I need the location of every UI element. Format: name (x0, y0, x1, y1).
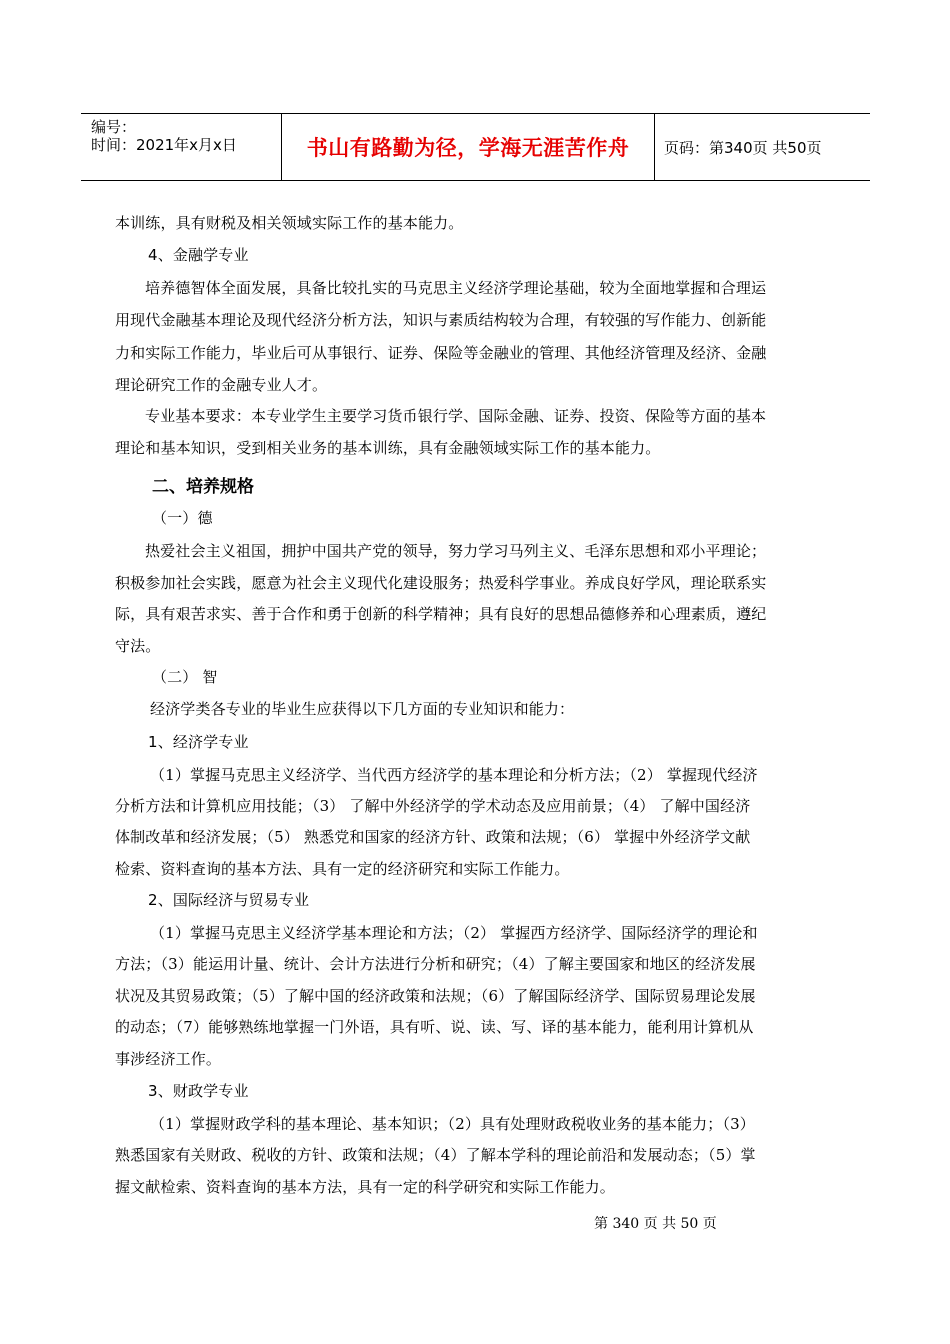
paragraph-line: 检索、资料查询的基本方法、具有一定的经济研究和实际工作能力。 (115, 860, 570, 878)
paragraph-line: 理论研究工作的金融专业人才。 (115, 376, 328, 394)
paragraph-line: 用现代金融基本理论及现代经济分析方法，知识与素质结构较为合理，有较强的写作能力、创新能 (115, 311, 767, 329)
document-number: 编号： (91, 118, 137, 136)
paragraph-line: 体制改革和经济发展；（5） 熟悉党和国家的经济方针、政策和法规；（6） 掌握中外经济学文献 (115, 828, 751, 846)
page-footer: 第 340 页 共 50 页 (594, 1216, 717, 1232)
paragraph-line: 方法；（3）能运用计量、统计、会计方法进行分析和研究；（4）了解主要国家和地区的经济发展 (115, 955, 756, 973)
document-header (81, 113, 870, 181)
paragraph-line: 状况及其贸易政策；（5）了解中国的经济政策和法规；（6）了解国际经济学、国际贸易理论发展 (115, 987, 756, 1005)
paragraph-line: 力和实际工作能力，毕业后可从事银行、证券、保险等金融业的管理、其他经济管理及经济、金融 (115, 344, 767, 362)
paragraph-line: 熟悉国家有关财政、税收的方针、政策和法规；（4）了解本学科的理论前沿和发展动态；（5）掌 (115, 1146, 756, 1164)
header-motto: 书山有路勤为径，学海无涯苦作舟 (306, 136, 630, 160)
subsection-heading: （二） 智 (152, 668, 218, 686)
paragraph-line: 培养德智体全面发展，具备比较扎实的马克思主义经济学理论基础，较为全面地掌握和合理运 (145, 279, 767, 297)
paragraph-line: 际，具有艰苦求实、善于合作和勇于创新的科学精神；具有良好的思想品德修养和心理素质，遵纪 (115, 605, 767, 623)
paragraph-line: 本训练，具有财税及相关领域实际工作的基本能力。 (115, 214, 464, 232)
paragraph-line: 分析方法和计算机应用技能；（3） 了解中外经济学的学术动态及应用前景；（4） 了解中国经济 (115, 797, 751, 815)
paragraph-line: 的动态；（7）能够熟练地掌握一门外语，具有听、说、读、写、译的基本能力，能利用计算机从 (115, 1018, 754, 1036)
header-motto-cell (281, 114, 655, 180)
paragraph-line: 热爱社会主义祖国，拥护中国共产党的领导，努力学习马列主义、毛泽东思想和邓小平理论； (145, 542, 767, 560)
section-heading: 2、国际经济与贸易专业 (148, 891, 310, 909)
paragraph-line: （1）掌握马克思主义经济学、当代西方经济学的基本理论和分析方法；（2） 掌握现代经济 (150, 766, 758, 784)
paragraph-line: 事涉经济工作。 (115, 1050, 222, 1068)
paragraph-line: 握文献检索、资料查询的基本方法，具有一定的科学研究和实际工作能力。 (115, 1178, 615, 1196)
header-page-info: 页码：第340页 共50页 (664, 138, 822, 157)
section-heading: 4、金融学专业 (148, 246, 249, 264)
header-page-cell (655, 114, 870, 180)
paragraph-line: （1）掌握马克思主义经济学基本理论和方法；（2） 掌握西方经济学、国际经济学的理论和 (150, 924, 758, 942)
header-meta-cell (81, 114, 281, 180)
paragraph-line: （1）掌握财政学科的基本理论、基本知识；（2）具有处理财政税收业务的基本能力；（3） (150, 1115, 755, 1133)
paragraph-line: 积极参加社会实践，愿意为社会主义现代化建设服务；热爱科学事业。养成良好学风，理论联系实 (115, 574, 767, 592)
paragraph-line: 专业基本要求：本专业学生主要学习货币银行学、国际金融、证券、投资、保险等方面的基本 (145, 407, 767, 425)
section-heading: 1、经济学专业 (148, 733, 249, 751)
chapter-heading: 二、培养规格 (152, 477, 254, 497)
section-heading: 3、财政学专业 (148, 1082, 249, 1100)
document-date: 时间：2021年x月x日 (91, 136, 237, 154)
subsection-heading: （一）德 (152, 509, 213, 527)
paragraph-line: 经济学类各专业的毕业生应获得以下几方面的专业知识和能力： (150, 700, 575, 718)
paragraph-line: 理论和基本知识，受到相关业务的基本训练，具有金融领域实际工作的基本能力。 (115, 439, 661, 457)
paragraph-line: 守法。 (115, 637, 161, 655)
